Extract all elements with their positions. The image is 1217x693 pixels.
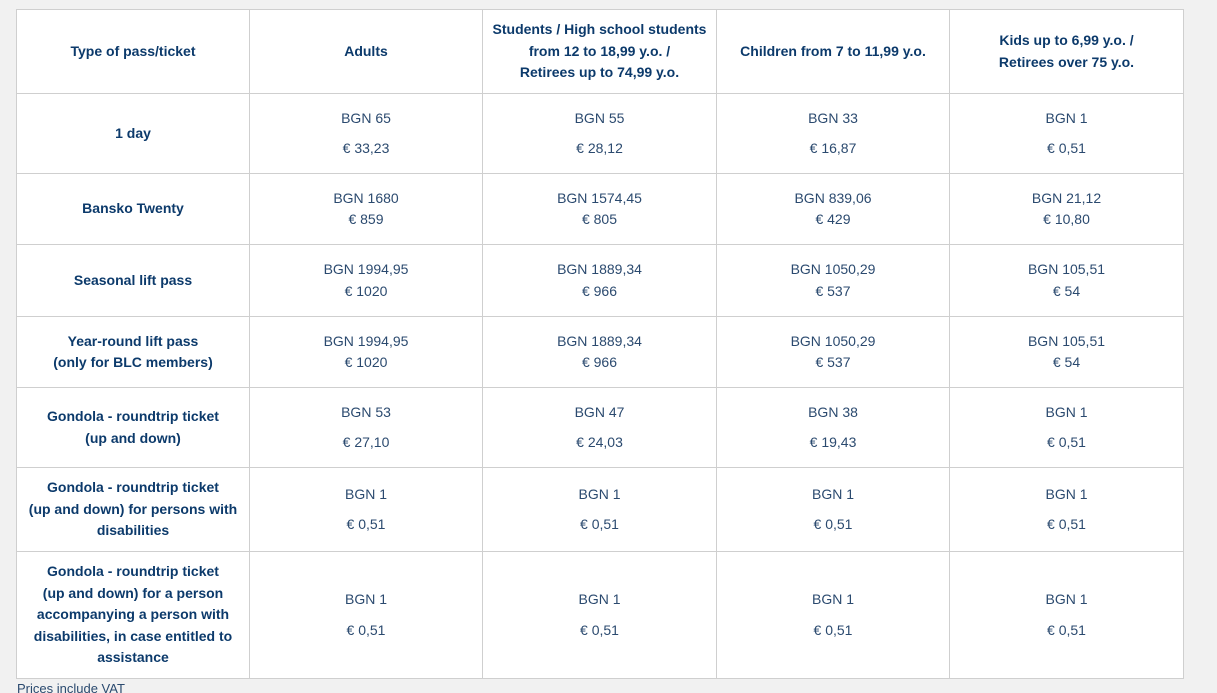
price-bgn: BGN 1 <box>344 485 387 502</box>
price-table <box>16 9 1184 679</box>
price-bgn: BGN 1 <box>344 591 387 607</box>
price-cell <box>717 552 950 679</box>
price-cell <box>483 552 717 679</box>
price-cell <box>950 552 1184 679</box>
price-bgn: BGN 53 <box>341 403 391 420</box>
price-eur: € 805 <box>581 211 618 227</box>
row-label-line: (up and down) for a person <box>42 584 224 601</box>
price-cell <box>950 245 1184 317</box>
price-eur: € 537 <box>815 354 851 370</box>
header-line: Type of pass/ticket <box>70 42 196 59</box>
price-eur: € 859 <box>348 211 384 227</box>
price-cell <box>950 317 1184 388</box>
price-eur: € 537 <box>815 282 851 299</box>
price-eur: € 0,51 <box>813 516 853 532</box>
price-eur: € 0,51 <box>580 621 619 638</box>
price-cell <box>250 388 483 468</box>
row-label-line: disabilities <box>96 522 170 539</box>
price-bgn: BGN 1 <box>1045 109 1088 126</box>
price-bgn: BGN 1 <box>578 591 621 607</box>
price-bgn: BGN 21,12 <box>1031 189 1102 206</box>
price-cell <box>483 94 717 174</box>
table-row <box>17 94 1184 174</box>
price-bgn: BGN 33 <box>808 109 858 126</box>
header-line: Retirees over 75 y.o. <box>998 53 1135 70</box>
price-bgn: BGN 55 <box>574 109 625 126</box>
row-label-line: Gondola - roundtrip ticket <box>47 563 219 580</box>
header-cell-kids <box>950 10 1184 94</box>
price-eur: € 0,51 <box>580 516 619 532</box>
table-row <box>17 552 1184 679</box>
price-eur: € 0,51 <box>1047 434 1086 450</box>
price-cell <box>483 468 717 552</box>
price-cell <box>250 468 483 552</box>
table-row <box>17 317 1184 388</box>
row-label-line: Bansko Twenty <box>82 200 184 217</box>
price-cell <box>950 94 1184 174</box>
price-bgn: BGN 47 <box>574 403 625 420</box>
header-cell-type <box>17 10 250 94</box>
row-label <box>17 552 250 679</box>
table-header-row <box>17 10 1184 94</box>
price-eur: € 24,03 <box>576 434 623 450</box>
price-eur: € 33,23 <box>342 140 390 156</box>
price-eur: € 28,12 <box>576 140 623 156</box>
price-bgn: BGN 1889,34 <box>557 332 642 349</box>
price-eur: € 966 <box>581 282 618 299</box>
price-eur: € 0,51 <box>346 516 386 532</box>
row-label-line: Seasonal lift pass <box>73 271 193 288</box>
price-eur: € 1020 <box>344 282 388 299</box>
vat-footnote: Prices include VAT <box>17 681 125 693</box>
table-row <box>17 388 1184 468</box>
price-cell <box>950 174 1184 245</box>
price-bgn: BGN 1 <box>1045 403 1088 420</box>
row-label-line: Gondola - roundtrip ticket <box>47 408 219 424</box>
price-bgn: BGN 1680 <box>333 189 399 206</box>
row-label <box>17 388 250 468</box>
row-label <box>17 317 250 388</box>
price-eur: € 10,80 <box>1043 211 1090 227</box>
price-cell <box>250 317 483 388</box>
row-label-line: disabilities, in case entitled to <box>33 627 233 644</box>
price-eur: € 16,87 <box>809 140 857 156</box>
price-eur: € 429 <box>815 211 851 227</box>
price-cell <box>717 245 950 317</box>
price-bgn: BGN 1574,45 <box>557 189 642 206</box>
header-line: Children from 7 to 11,99 y.o. <box>740 42 926 59</box>
price-bgn: BGN 1994,95 <box>323 332 409 349</box>
header-cell-students <box>483 10 717 94</box>
table-row <box>17 245 1184 317</box>
header-line: Retirees up to 74,99 y.o. <box>519 64 680 81</box>
price-bgn: BGN 1 <box>1045 591 1088 607</box>
header-cell-children <box>717 10 950 94</box>
header-line: Students / High school students <box>492 21 707 38</box>
row-label-line: 1 day <box>115 124 151 141</box>
price-bgn: BGN 1889,34 <box>557 261 642 277</box>
table-row <box>17 174 1184 245</box>
price-bgn: BGN 839,06 <box>794 189 872 206</box>
row-label <box>17 174 250 245</box>
price-cell <box>717 94 950 174</box>
price-bgn: BGN 65 <box>341 109 391 126</box>
price-bgn: BGN 1050,29 <box>790 261 876 277</box>
price-cell <box>950 468 1184 552</box>
header-cell-adults <box>250 10 483 94</box>
price-cell <box>250 94 483 174</box>
price-bgn: BGN 105,51 <box>1027 332 1106 349</box>
price-cell <box>250 552 483 679</box>
row-label-line: assistance <box>97 649 169 666</box>
table-row <box>17 468 1184 552</box>
price-eur: € 966 <box>581 354 618 370</box>
price-bgn: BGN 38 <box>808 403 858 420</box>
price-cell <box>483 174 717 245</box>
row-label <box>17 94 250 174</box>
row-label-line: (only for BLC members) <box>53 354 213 370</box>
price-cell <box>483 388 717 468</box>
price-cell <box>483 245 717 317</box>
row-label-line: (up and down) for persons with <box>28 500 238 517</box>
price-bgn: BGN 1 <box>578 485 621 502</box>
price-bgn: BGN 1 <box>1045 485 1088 502</box>
price-eur: € 54 <box>1052 354 1081 370</box>
price-eur: € 0,51 <box>1047 140 1086 156</box>
row-label-line: Gondola - roundtrip ticket <box>47 479 219 496</box>
price-eur: € 27,10 <box>342 434 390 450</box>
header-line: Kids up to 6,99 y.o. / <box>999 32 1134 48</box>
price-eur: € 0,51 <box>1047 621 1086 638</box>
price-eur: € 19,43 <box>809 434 857 450</box>
price-cell <box>717 388 950 468</box>
price-eur: € 0,51 <box>346 621 386 638</box>
price-bgn: BGN 1 <box>811 485 854 502</box>
price-cell <box>717 317 950 388</box>
row-label-line: (up and down) <box>85 429 181 446</box>
price-bgn: BGN 1 <box>811 591 854 607</box>
price-cell <box>250 174 483 245</box>
price-cell <box>483 317 717 388</box>
price-cell <box>717 174 950 245</box>
price-bgn: BGN 1050,29 <box>790 332 876 349</box>
row-label-line: Year-round lift pass <box>67 332 199 349</box>
row-label-line: accompanying a person with <box>36 606 230 623</box>
price-eur: € 1020 <box>344 354 388 370</box>
price-eur: € 0,51 <box>813 621 853 638</box>
price-bgn: BGN 1994,95 <box>323 261 409 277</box>
price-eur: € 0,51 <box>1047 516 1086 532</box>
price-cell <box>950 388 1184 468</box>
price-cell <box>717 468 950 552</box>
price-bgn: BGN 105,51 <box>1027 261 1106 277</box>
row-label <box>17 245 250 317</box>
row-label <box>17 468 250 552</box>
price-eur: € 54 <box>1052 282 1081 299</box>
header-line: Adults <box>344 42 388 59</box>
price-cell <box>250 245 483 317</box>
header-line: from 12 to 18,99 y.o. / <box>528 42 671 59</box>
